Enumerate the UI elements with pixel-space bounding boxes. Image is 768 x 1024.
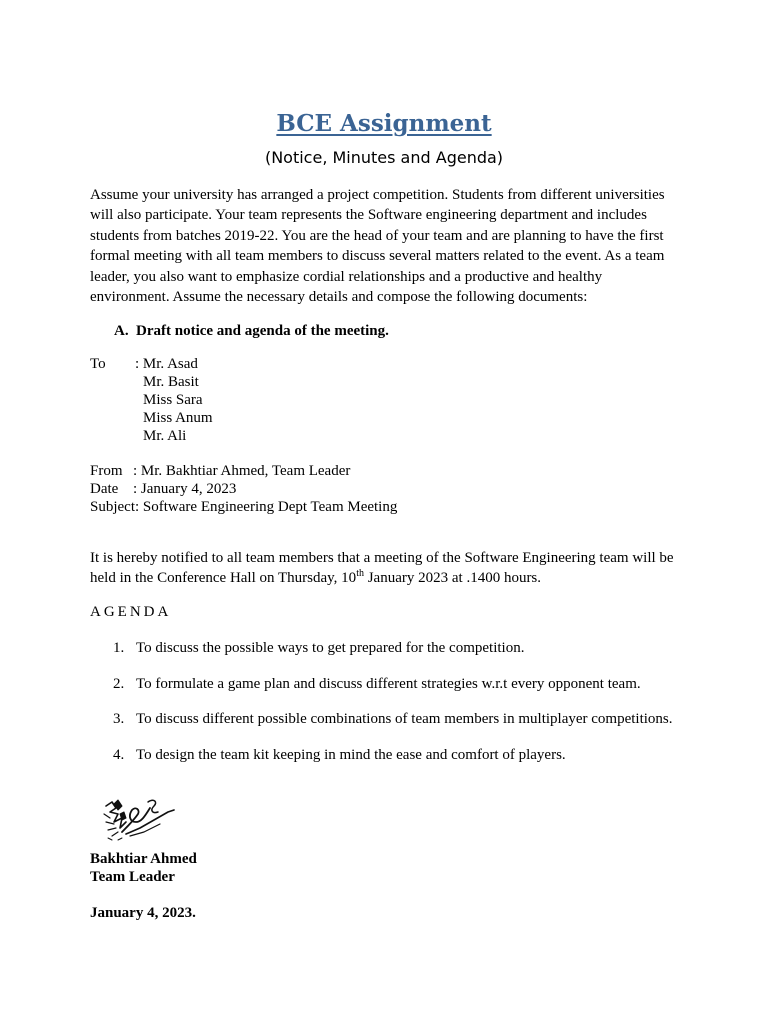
to-label: To [90,356,106,372]
recipient [90,427,213,445]
recipient [90,391,213,409]
agenda-item [113,745,693,765]
from-label: From [90,463,123,479]
date-value: January 4, 2023 [140,481,237,497]
notice-text: It is hereby notified to all team members that a meeting of the Software Engineering team will be held in the Conference Hall on Thursday, 10 [90,550,674,586]
subject-label: Subject: [90,499,140,515]
recipient: Mr. Asad [142,356,198,372]
to-line [90,355,213,373]
recipient-name: Mr. Basit [143,374,199,390]
agenda-item [113,709,693,729]
date-label: Date [90,481,119,497]
notice-paragraph [90,548,690,588]
document-title: BCE Assignment [276,110,492,137]
agenda-item-number: 3. [113,711,125,727]
agenda-item [113,638,693,658]
agenda-item-number: 4. [113,747,125,763]
recipients-block [90,355,213,445]
notice-text-end: January 2023 at .1400 hours. [363,570,542,586]
section-a-text: Draft notice and agenda of the meeting. [136,323,389,339]
to-separator: : [135,356,143,372]
subject-line [90,498,397,516]
agenda-item-number: 1. [113,640,125,656]
agenda-heading: AGENDA [90,604,172,620]
recipient-name: Miss Anum [143,410,213,426]
recipient-name: Mr. Ali [143,428,187,444]
closing-date: January 4, 2023. [90,905,196,921]
recipient [90,373,213,391]
section-a-marker: A. [114,323,129,339]
notice-ordinal-suffix: th [356,568,364,579]
recipient-name: Miss Sara [143,392,203,408]
agenda-item [113,674,693,694]
date-line: Date : January 4, 2023 [90,481,237,497]
agenda-item-text: To discuss different possible combinations of team members in multiplayer competitions. [136,711,673,727]
from-line: From : Mr. Bakhtiar Ahmed, Team Leader [90,463,351,479]
handwritten-signature [100,792,176,846]
memo-header-block [90,462,397,516]
intro-paragraph: Assume your university has arranged a project competition. Students from different universities will also participate. Your team represents the Software engineering department and includes students from batches 2019-22. You are the head of your team and are planning to have the first formal meeting with all team members to discuss several matters related to the event. As a team leader, you also want to emphasize cordial relationships and a productive and healthy environment. Assume the necessary details and compose the following documents: [90,187,665,306]
agenda-item-text: To design the team kit keeping in mind the ease and comfort of players. [136,747,566,763]
agenda-item-text: To formulate a game plan and discuss different strategies w.r.t every opponent team. [136,676,641,692]
section-a-heading [114,321,389,341]
agenda-item-number: 2. [113,676,125,692]
document-subtitle: (Notice, Minutes and Agenda) [264,148,504,167]
recipient [90,409,213,427]
agenda-item-text: To discuss the possible ways to get prepared for the competition. [136,640,525,656]
subject-value: Software Engineering Dept Team Meeting [142,499,398,515]
signatory-name: Bakhtiar Ahmed [90,851,197,867]
signatory-role: Team Leader [90,869,175,885]
from-value: Mr. Bakhtiar Ahmed, Team Leader [140,463,351,479]
